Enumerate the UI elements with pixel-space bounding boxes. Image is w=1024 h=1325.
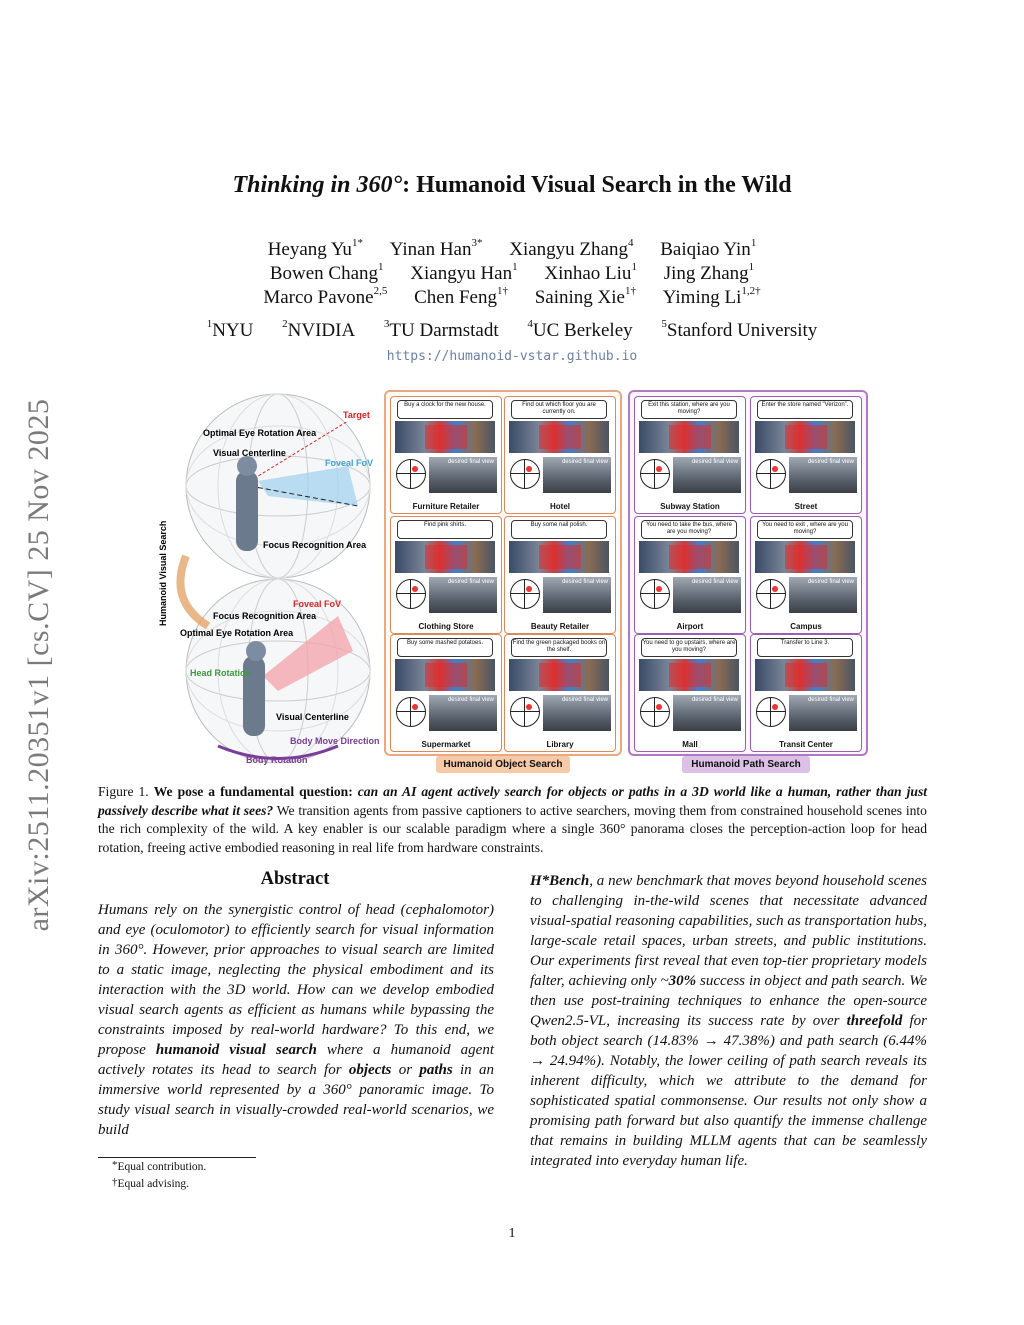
prompt-bubble: Transfer to Line 3.	[757, 638, 853, 657]
affiliations	[0, 320, 1024, 342]
label-body-rotation: Body Rotation	[246, 755, 308, 765]
label-focus-bottom: Focus Recognition Area	[213, 611, 317, 621]
abstract-heading: Abstract	[260, 869, 330, 889]
compass-icon	[640, 459, 670, 489]
label-foveal-bottom: Foveal FoV	[293, 599, 342, 609]
paper-title: Thinking in 360°: Humanoid Visual Search in the Wild	[232, 172, 792, 198]
path-cell	[634, 634, 746, 752]
label-centerline-top: Visual Centerline	[213, 448, 286, 458]
prompt-bubble: Enter the store named "Verizon".	[757, 400, 853, 419]
final-view: desired final view	[789, 695, 857, 731]
prompt-bubble: Find out which floor you are currently on.	[511, 400, 607, 419]
panorama	[639, 659, 739, 691]
object-search-group	[384, 390, 622, 756]
final-view: desired final view	[429, 695, 497, 731]
affiliation: $^2$NVIDIA	[282, 318, 356, 341]
final-view: desired final view	[789, 577, 857, 613]
sphere-diagram	[158, 386, 384, 770]
prompt-bubble: You need to exit , where are you moving?	[757, 520, 853, 539]
panorama	[395, 541, 495, 573]
compass-icon	[510, 697, 540, 727]
compass-icon	[396, 579, 426, 609]
figure-caption: Figure 1. We pose a fundamental question: can an AI agent actively search for objects or paths in a 3D world like a human, rather than just passively describe what it sees? We transition agents from passive captioners to active searchers, moving them from constrained household scenes into the rich complexity of the wild. A key enabler is our scalable paradigm where a single 360° panorama closes the perception-action loop for head rotation, freeing active embodied reasoning in real life from hardware constraints.	[98, 784, 928, 855]
label-focus-top: Focus Recognition Area	[263, 540, 367, 550]
prompt-bubble: Find pink shirts.	[397, 520, 493, 539]
compass-icon	[510, 459, 540, 489]
scene-name: Subway Station	[660, 502, 720, 511]
scene-name: Beauty Retailer	[530, 622, 590, 631]
author-row-2	[0, 263, 1024, 285]
path-search-label: Humanoid Path Search	[682, 756, 810, 773]
object-cell	[390, 634, 502, 752]
author-row-3	[0, 287, 1024, 309]
prompt-bubble: Exit this station, where are you moving?	[641, 400, 737, 419]
abstract-column-left: Humans rely on the synergistic control of head (cephalomotor) and eye (oculomotor) to efficiently search for visual information in 360°. However, prior approaches to visual search are limited to a static image, neglecting the physical embodiment and its interaction with the 3D world. How can we develop embodied visual search agents as efficient as humans while bypassing the constraints imposed by real-world hardware? To this end, we propose humanoid visual search where a humanoid agent actively rotates its head to search for objects or paths in an immersive world represented by a 360° panoramic image. To study visual search in visually-crowded real-world scenarios, we build	[98, 902, 494, 1138]
author-row-1	[0, 239, 1024, 261]
final-view: desired final view	[673, 695, 741, 731]
author: Bowen Chang$^1$	[269, 261, 384, 284]
panorama	[509, 659, 609, 691]
label-optimal-eye-top: Optimal Eye Rotation Area	[203, 428, 317, 438]
panorama	[509, 421, 609, 453]
label-body-move: Body Move Direction	[290, 736, 380, 746]
object-cell	[390, 396, 502, 514]
prompt-bubble: Buy a clock for the new house.	[397, 400, 493, 419]
prompt-bubble: You need to take the bus, where are you moving?	[641, 520, 737, 539]
author: Heyang $Yu^{1*}$	[267, 237, 363, 260]
scene-name: Supermarket	[421, 740, 471, 749]
path-search-group	[628, 390, 868, 756]
path-cell	[750, 396, 862, 514]
footnote: †Equal advising.	[112, 1176, 190, 1190]
path-cell	[750, 634, 862, 752]
label-centerline-bottom: Visual Centerline	[276, 712, 349, 722]
arxiv-stamp: arXiv:2511.20351v1 [cs.CV] 25 Nov 2025	[22, 398, 55, 931]
scene-name: Campus	[790, 622, 822, 631]
affiliation: $^5$Stanford University	[661, 318, 818, 341]
final-view: desired final view	[673, 457, 741, 493]
object-cell	[390, 516, 502, 634]
scene-name: Airport	[676, 622, 704, 631]
compass-icon	[396, 697, 426, 727]
abstract-column-right: H*Bench, a new benchmark that moves beyond household scenes to challenging in-the-wild scenes that necessitate advanced visual-spatial reasoning capabilities, such as transportation hubs, large-scale retail spaces, urban streets, and public institutions. Our experiments first reveal that even top-tier proprietary models falter, achieving only ~30% success in object and path search. We then use post-training techniques to enhance the open-source Qwen2.5-VL, increasing its success rate by over threefold for both object search (14.83% → 47.38%) and path search (6.44% → 24.94%). Notably, the lower ceiling of path search reveals its inherent difficulty, which we attribute to the demand for sophisticated spatial commonsense. Our results not only show a promising path forward but also quantify the immense challenge that remains in building MLLM agents that can be seamlessly integrated into everyday human life.	[530, 873, 927, 1169]
scene-name: Mall	[682, 740, 698, 749]
compass-icon	[510, 579, 540, 609]
side-label: Humanoid Visual Search	[158, 520, 168, 626]
affiliation: $^3$TU Darmstadt	[383, 318, 499, 341]
object-cell	[504, 634, 616, 752]
author: Xiangyu Han$^1$	[410, 261, 518, 284]
panorama	[509, 541, 609, 573]
compass-icon	[756, 459, 786, 489]
path-cell	[634, 396, 746, 514]
author: Yiming $Li^{1,2\dagger}$	[662, 285, 761, 308]
prompt-bubble: Buy some nail polish.	[511, 520, 607, 539]
final-view: desired final view	[543, 577, 611, 613]
author: Marco Pavone$^{2,5}$	[263, 285, 388, 308]
object-search-label: Humanoid Object Search	[436, 756, 570, 773]
panorama	[639, 421, 739, 453]
object-cell	[504, 396, 616, 514]
author: Xiangyu Zhang$^4$	[509, 237, 634, 260]
final-view: desired final view	[543, 695, 611, 731]
panorama	[395, 421, 495, 453]
final-view: desired final view	[543, 457, 611, 493]
author: Chen Feng$^{1\dagger}$	[414, 285, 508, 308]
label-target: Target	[343, 410, 370, 420]
scene-name: Hotel	[550, 502, 570, 511]
compass-icon	[396, 459, 426, 489]
footnote: *Equal contribution.	[112, 1159, 207, 1173]
scene-name: Library	[546, 740, 574, 749]
final-view: desired final view	[673, 577, 741, 613]
prompt-bubble: Buy some mashed potatoes.	[397, 638, 493, 657]
page-number: 1	[508, 1226, 516, 1241]
panorama	[755, 659, 855, 691]
compass-icon	[756, 697, 786, 727]
scene-name: Clothing Store	[418, 622, 474, 631]
final-view: desired final view	[789, 457, 857, 493]
panorama	[755, 421, 855, 453]
scene-name: Furniture Retailer	[412, 502, 480, 511]
author: Xinhao Liu$^1$	[544, 261, 637, 284]
author: Saining Xie$^{1\dagger}$	[534, 285, 636, 308]
label-foveal-top: Foveal FoV	[325, 458, 374, 468]
path-cell	[634, 516, 746, 634]
affiliation: $^1$NYU	[206, 318, 254, 341]
affiliation: $^4$UC Berkeley	[527, 318, 633, 341]
scene-name: Street	[794, 502, 818, 511]
label-head-rotation: Head Rotation	[190, 668, 252, 678]
author: Yinan Han$^{3*}$	[389, 237, 483, 260]
prompt-bubble: You need to go upstairs, where are you moving?	[641, 638, 737, 657]
panorama	[755, 541, 855, 573]
figure-1	[158, 386, 870, 770]
final-view: desired final view	[429, 577, 497, 613]
compass-icon	[640, 579, 670, 609]
final-view: desired final view	[429, 457, 497, 493]
prompt-bubble: Find the green packaged books on the shelf.	[511, 638, 607, 657]
top-sphere	[186, 394, 370, 578]
scene-name: Transit Center	[779, 740, 833, 749]
compass-icon	[640, 697, 670, 727]
footnote-rule	[98, 1157, 256, 1158]
panorama	[639, 541, 739, 573]
panorama	[395, 659, 495, 691]
project-url[interactable]: https://humanoid-vstar.github.io	[386, 349, 638, 364]
object-cell	[504, 516, 616, 634]
author: Jing Zhang$^1$	[663, 261, 755, 284]
path-cell	[750, 516, 862, 634]
label-optimal-eye-bottom: Optimal Eye Rotation Area	[180, 628, 294, 638]
compass-icon	[756, 579, 786, 609]
author: Baiqiao Yin$^1$	[660, 237, 757, 260]
example-panels	[384, 390, 872, 770]
